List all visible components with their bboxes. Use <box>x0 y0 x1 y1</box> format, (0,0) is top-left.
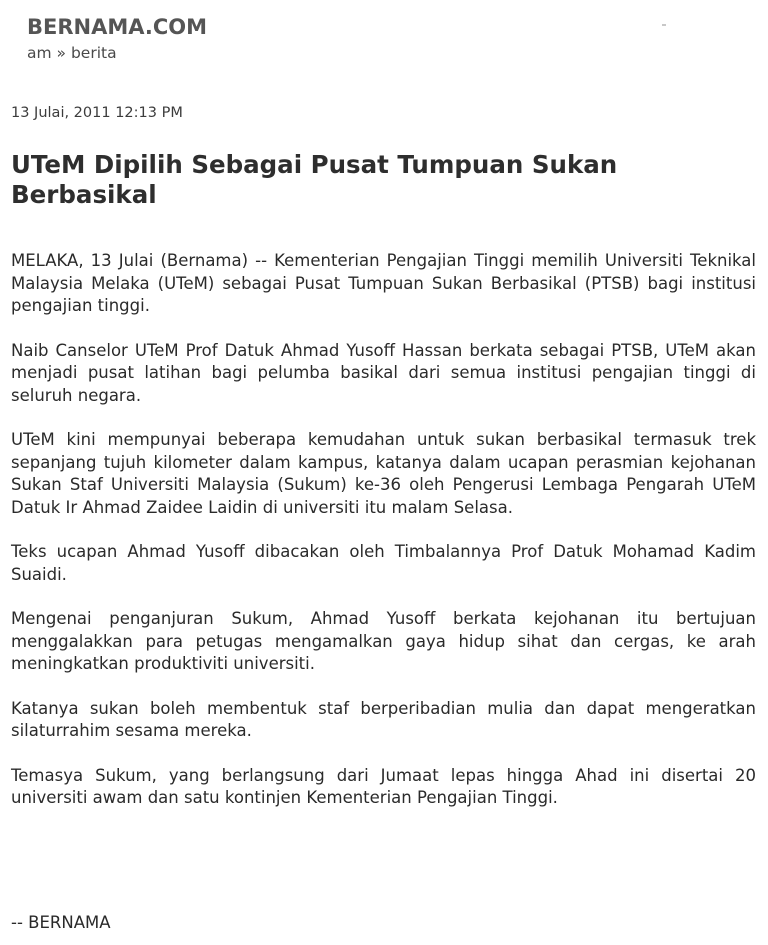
breadcrumb-subsection-link[interactable]: berita <box>70 44 117 62</box>
site-header <box>27 14 207 64</box>
article-paragraph: Katanya sukan boleh membentuk staf berperibadian mulia dan dapat mengeratkan silaturrahim sesama mereka. <box>11 698 756 740</box>
site-name[interactable]: BERNAMA.COM <box>27 15 208 39</box>
article-paragraph: MELAKA, 13 Julai (Bernama) -- Kementerian Pengajian Tinggi memilih Universiti Teknikal Malaysia Melaka (UTeM) sebagai Pusat Tumpuan Sukan Berbasikal (PTSB) bagi institusi pengajian tinggi. <box>11 251 756 315</box>
article-date: 13 Julai, 2011 12:13 PM <box>11 105 183 121</box>
breadcrumb <box>27 42 207 64</box>
breadcrumb-section-link[interactable]: am <box>27 44 52 62</box>
article-paragraph: Temasya Sukum, yang berlangsung dari Jumaat lepas hingga Ahad ini disertai 20 universiti awam dan satu kontinjen Kementerian Pengajian Tinggi. <box>11 765 756 807</box>
article-paragraph: Mengenai penganjuran Sukum, Ahmad Yusoff berkata kejohanan itu bertujuan menggalakkan para petugas mengamalkan gaya hidup sihat dan cergas, ke arah meningkatkan produktiviti universiti. <box>11 609 756 673</box>
article-paragraph: Naib Canselor UTeM Prof Datuk Ahmad Yusoff Hassan berkata sebagai PTSB, UTeM akan menjadi pusat latihan bagi pelumba basikal dari semua institusi pengajian tinggi di seluruh negara. <box>11 340 756 405</box>
article-body <box>11 250 756 832</box>
scan-speck <box>662 24 666 26</box>
article-paragraph: Teks ucapan Ahmad Yusoff dibacakan oleh Timbalannya Prof Datuk Mohamad Kadim Suaidi. <box>11 542 756 584</box>
breadcrumb-separator: » <box>56 44 67 62</box>
article-signoff: -- BERNAMA <box>11 913 111 932</box>
article-paragraph: UTeM kini mempunyai beberapa kemudahan untuk sukan berbasikal termasuk trek sepanjang tujuh kilometer dalam kampus, katanya dalam ucapan perasmian kejohanan Sukan Staf Universiti Malaysia (Sukum) ke-36 oleh Pengerusi Lembaga Pengarah UTeM Datuk Ir Ahmad Zaidee Laidin di universiti itu malam Selasa. <box>11 430 756 517</box>
article-title: UTeM Dipilih Sebagai Pusat Tumpuan Sukan Berbasikal <box>11 150 618 209</box>
